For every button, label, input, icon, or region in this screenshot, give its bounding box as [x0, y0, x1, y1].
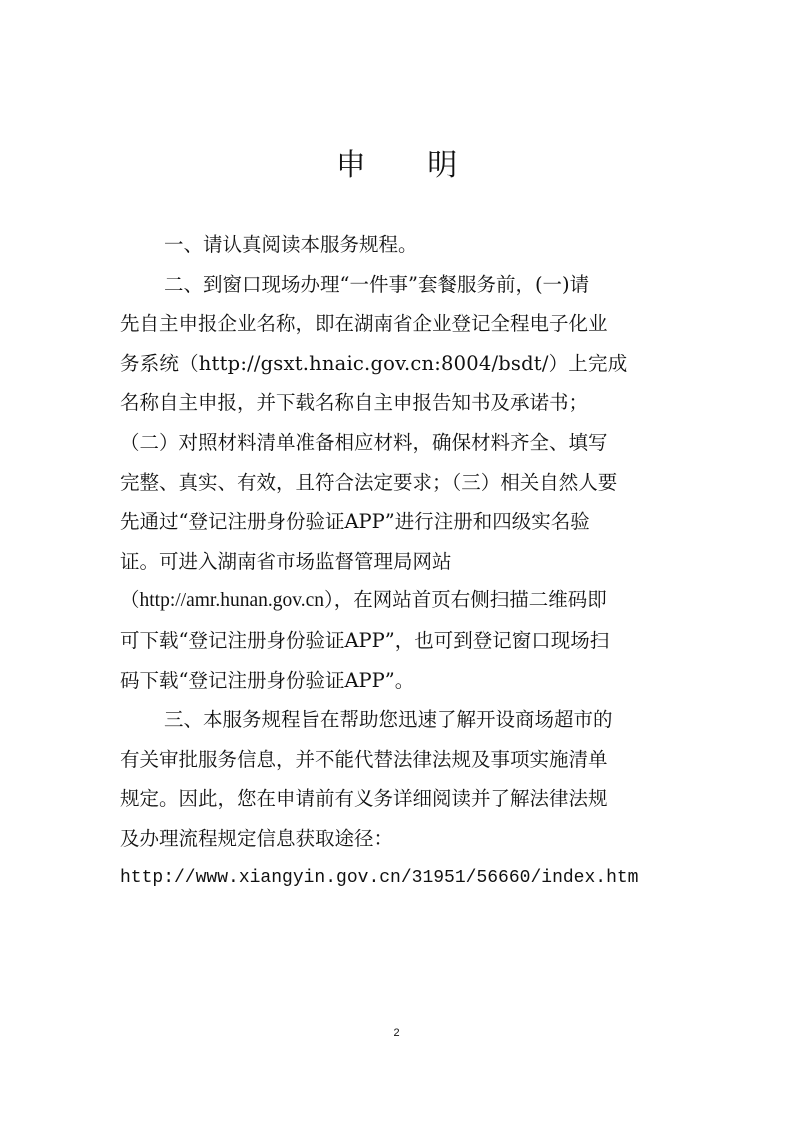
paragraph-line: 名称自主申报，并下载名称自主申报告知书及承诺书； — [120, 391, 589, 415]
paragraph-line: 完整、真实、有效，且符合法定要求；（三）相关自然人要 — [120, 470, 618, 494]
page-number: 2 — [393, 1027, 400, 1039]
statement-body — [120, 225, 680, 898]
paragraph-line: 二、到窗口现场办理“一件事”套餐服务前，(一)请 — [164, 272, 590, 296]
paragraph-line: 证。可进入湖南省市场监督管理局网站 — [120, 549, 452, 573]
paragraph-line: 可下载“登记注册身份验证APP”，也可到登记窗口现场扫 — [120, 628, 610, 652]
paragraph-line: 及办理流程规定信息获取途径： — [120, 826, 394, 850]
paragraph-line: 三、本服务规程旨在帮助您迅速了解开设商场超市的 — [164, 708, 613, 732]
info-link[interactable]: http://www.xiangyin.gov.cn/31951/56660/index.htm — [120, 867, 639, 888]
paragraph-line: 有关审批服务信息，并不能代替法律法规及事项实施清单 — [120, 747, 608, 771]
paragraph-line: 一、请认真阅读本服务规程。 — [164, 233, 418, 256]
paragraph-line: （二）对照材料清单准备相应材料，确保材料齐全、填写 — [120, 430, 608, 454]
paragraph-line: 先自主申报企业名称，即在湖南省企业登记全程电子化业 — [120, 312, 608, 336]
paragraph-line: （http://amr.hunan.gov.cn），在网站首页右侧扫描二维码即 — [120, 590, 607, 612]
paragraph-line: 码下载“登记注册身份验证APP”。 — [120, 668, 415, 692]
paragraph-line: 规定。因此，您在申请前有义务详细阅读并了解法律法规 — [120, 787, 608, 811]
paragraph-line: 先通过“登记注册身份验证APP”进行注册和四级实名验 — [120, 510, 590, 534]
page-title: 申 明 — [335, 148, 484, 183]
paragraph-line: 务系统（http://gsxt.hnaic.gov.cn:8004/bsdt/）上完成 — [120, 351, 628, 375]
